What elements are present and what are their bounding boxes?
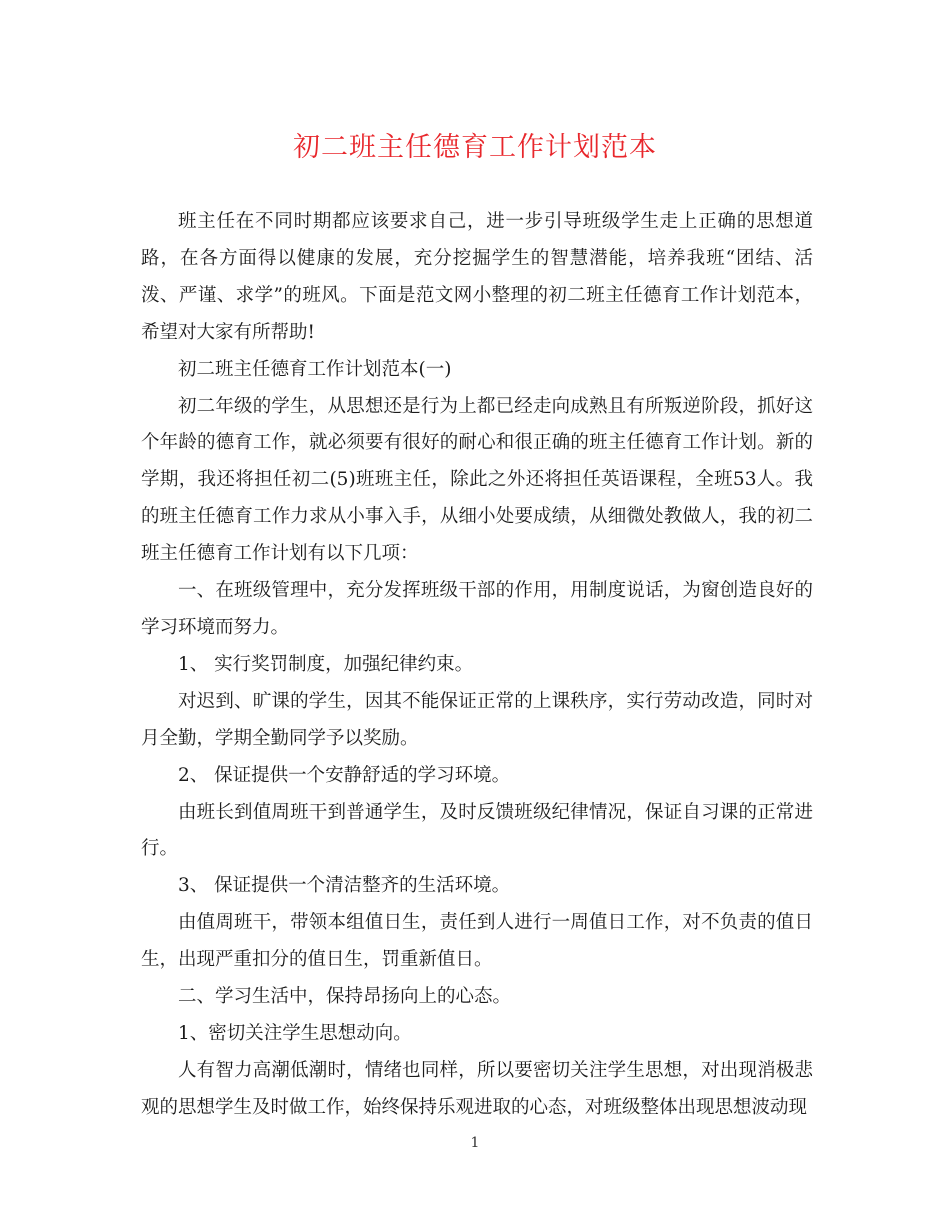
paragraph-item-2-1: 1、密切关注学生思想动向。 — [178, 1022, 412, 1044]
document-body — [141, 204, 813, 1127]
paragraph-intro: 班主任在不同时期都应该要求自己，进一步引导班级学生走上正确的思想道路，在各方面得以健康的发展，充分挖掘学生的智慧潜能，培养我班“团结、活泼、严谨、求学”的班风。下面是范文网小整理的初二班主任德育工作计划范本，希望对大家有所帮助! — [141, 211, 813, 343]
paragraph: 人有智力高潮低潮时，情绪也同样，所以要密切关注学生思想，对出现消极悲观的思想学生及时做工作，始终保持乐观进取的心态，对班级整体出现思想波动现 — [141, 1059, 813, 1118]
page-number: 1 — [470, 1135, 480, 1151]
paragraph: 由班长到值周班干到普通学生，及时反馈班级纪律情况，保证自习课的正常进行。 — [141, 801, 813, 860]
paragraph-section-heading: 初二班主任德育工作计划范本(一) — [178, 358, 452, 380]
paragraph-item-2: 2、 保证提供一个安静舒适的学习环境。 — [178, 764, 511, 786]
paragraph-item-3: 3、 保证提供一个清洁整齐的生活环境。 — [178, 875, 511, 897]
paragraph: 初二年级的学生，从思想还是行为上都已经走向成熟且有所叛逆阶段，抓好这个年龄的德育工作，就必须要有很好的耐心和很正确的班主任德育工作计划。新的学期，我还将担任初二(5)班班主任，除此之外还将担任英语课程，全班53人。我的班主任德育工作力求从小事入手，从细小处要成绩，从细微处教做人，我的初二班主任德育工作计划有以下几项： — [141, 395, 813, 565]
document-title: 初二班主任德育工作计划范本 — [293, 132, 657, 163]
paragraph-heading-2: 二、学习生活中，保持昂扬向上的心态。 — [178, 986, 512, 1008]
paragraph: 由值周班干，带领本组值日生，责任到人进行一周值日工作，对不负责的值日生，出现严重扣分的值日生，罚重新值日。 — [141, 912, 813, 971]
paragraph: 对迟到、旷课的学生，因其不能保证正常的上课秩序，实行劳动改造，同时对月全勤，学期全勤同学予以奖励。 — [141, 690, 813, 749]
paragraph-item-1: 1、 实行奖罚制度，加强纪律约束。 — [178, 653, 474, 675]
paragraph-heading-1: 一、在班级管理中，充分发挥班级干部的作用，用制度说话，为窗创造良好的学习环境而努力。 — [141, 580, 813, 638]
